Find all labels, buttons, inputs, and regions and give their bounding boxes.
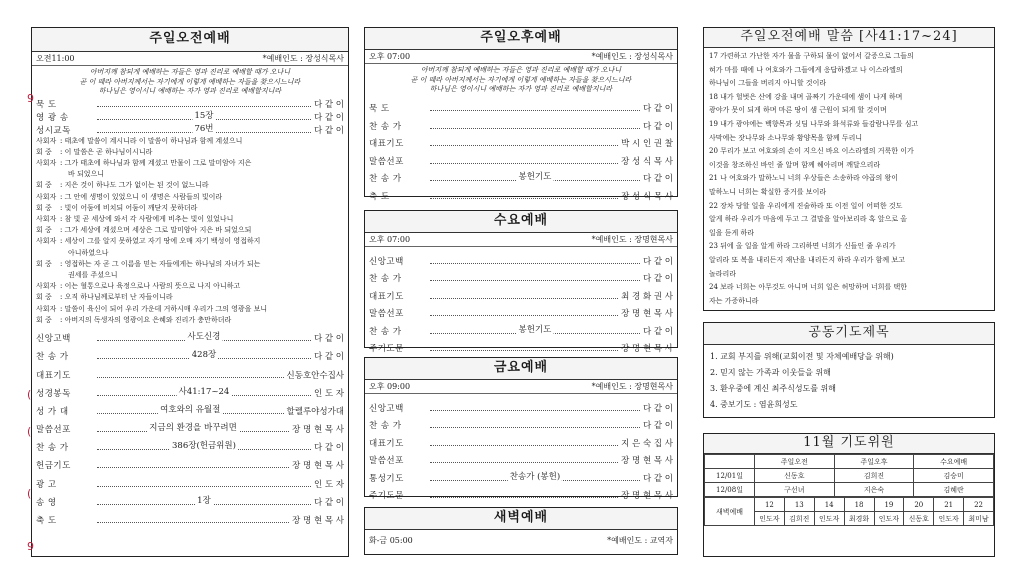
order-value: 다 같 이	[313, 125, 344, 136]
order-detail: 사41:17~24	[178, 386, 230, 397]
order-detail: 사도신경	[187, 332, 221, 343]
scripture-line: 20 무리가 보고 여호와의 손이 지으신 바요 이스라엘의 거룩한 이가	[709, 147, 914, 156]
am-order-item	[36, 508, 344, 526]
intro-line: 아버지께 참되게 예배하는 자들은 영과 진리로 예배할 때가 오나니	[89, 68, 291, 76]
order-value: 지 은 숙 집 사	[621, 438, 673, 449]
order-value: 다 같 이	[642, 274, 673, 284]
order-detail: 76번	[194, 123, 214, 134]
am-order-item	[36, 97, 344, 110]
dot-leader	[97, 495, 311, 506]
dawn-date-cell: 13	[784, 498, 814, 512]
dawn-leader: *예배인도 : 교역자	[607, 536, 673, 545]
order-label: 성경봉독	[36, 388, 71, 399]
wed-order-item	[369, 249, 673, 267]
scripture-line: 사막에는 잣나무와 소나무와 황양목을 함께 두리니	[709, 133, 863, 142]
dot-leader	[97, 377, 284, 378]
order-label: 말씀선포	[369, 456, 404, 466]
order-label: 찬 송 가	[369, 274, 402, 284]
dot-leader	[97, 522, 289, 523]
order-label: 축 도	[369, 191, 390, 202]
dawn-date-cell: 14	[814, 498, 844, 512]
responsive-text: : 지은 것이 하나도 그가 없이는 된 것이 없느니라	[60, 181, 209, 190]
committee-cell: 12/08일	[705, 483, 755, 497]
committee-cell: 지은숙	[834, 483, 914, 497]
order-value: 다 같 이	[642, 256, 673, 267]
order-label: 축 도	[36, 516, 57, 527]
fri-order-item	[369, 466, 673, 484]
dot-leader	[430, 110, 640, 111]
scripture-line: 19 내가 광야에는 백향목과 싯딤 나무와 화석류와 들감람나무를 심고	[709, 119, 919, 128]
order-label: 찬 송 가	[369, 421, 402, 431]
intro-line: 곧 이 때라 아버지께서는 자기에게 이렇게 예배하는 자들을 찾으시느니라	[79, 77, 301, 86]
dawn-name-cell: 김희진	[784, 512, 814, 526]
am-order-item	[36, 435, 344, 453]
am-order-item	[36, 362, 344, 380]
committee-cell: 김승미	[914, 469, 994, 483]
dot-leader	[97, 423, 289, 434]
dawn-date-cell: 18	[844, 498, 874, 512]
order-label: 광 고	[36, 479, 57, 490]
scripture-line: 24 보라 너희는 아무것도 아니며 너희 일은 허망하며 너희를 택한	[709, 283, 907, 292]
committee-header-cell: 주일오전	[755, 455, 835, 469]
order-value: 다 같 이	[313, 497, 344, 508]
dot-leader	[430, 128, 640, 129]
order-label: 대표기도	[36, 370, 71, 381]
responsive-text: : 이 말씀은 곧 하나님이시니라	[60, 147, 153, 156]
committee-header-cell	[705, 455, 755, 469]
scripture-line: 하나님이 그들을 버리지 아니할 것이라	[709, 79, 827, 88]
am-intro	[32, 66, 348, 97]
scripture-line: 21 나 여호와가 말하노니 너희 우상들은 소송하라 야곱의 왕이	[709, 174, 898, 183]
scripture-text	[704, 48, 994, 310]
order-label: 찬 송 가	[369, 174, 402, 184]
order-value: 다 같 이	[642, 403, 673, 414]
order-label: 통성기도	[369, 473, 404, 484]
wed-order-item	[369, 319, 673, 337]
responsive-line	[36, 169, 344, 180]
order-value: 다 같 이	[313, 112, 344, 123]
pm-order-item	[369, 149, 673, 167]
dot-leader	[97, 332, 311, 343]
dot-leader	[97, 441, 311, 452]
responsive-line	[36, 136, 344, 147]
pm-order-item	[369, 114, 673, 132]
order-value: 다 같 이	[642, 421, 673, 431]
wed-time: 오후 07:00	[369, 235, 411, 244]
am-responsive-reading	[32, 136, 348, 326]
order-label: 영 광 송	[36, 112, 69, 123]
order-detail: 428장	[191, 350, 217, 361]
dawn-name-cell: 최경화	[844, 512, 874, 526]
order-value: 장 명 현 목 사	[621, 491, 673, 501]
committee-header-cell: 수요예배	[914, 455, 994, 469]
responsive-line	[36, 292, 344, 303]
order-label: 신앙고백	[369, 403, 404, 414]
intro-line: 아버지께 참되게 예배하는 자들은 영과 진리로 예배할 때가 오나니	[420, 66, 622, 74]
order-value: 다 같 이	[313, 99, 344, 110]
responsive-line	[36, 203, 344, 214]
responsive-line	[36, 147, 344, 158]
fri-order-item	[369, 449, 673, 467]
dot-leader	[430, 410, 640, 411]
committee-title: 11월 기도위원	[704, 434, 994, 454]
responsive-text: : 참 빛 곧 세상에 와서 각 사람에게 비추는 빛이 있었나니	[60, 214, 234, 223]
fri-service-title: 금요예배	[365, 358, 677, 380]
fri-order-item	[369, 396, 673, 414]
responsive-speaker: 사회자	[36, 192, 57, 201]
dot-leader	[97, 106, 311, 107]
order-value: 장 명 현 목 사	[292, 425, 344, 436]
dot-leader	[430, 172, 640, 182]
responsive-text: : 영접하는 자 곧 그 이름을 믿는 자들에게는 하나님의 자녀가 되는	[60, 259, 261, 268]
responsive-line	[36, 281, 344, 292]
pm-order-item	[369, 184, 673, 202]
order-label: 송 영	[36, 497, 57, 508]
responsive-line	[36, 236, 344, 247]
scripture-line: 23 뒤에 올 일을 알게 하라 그리하면 너희가 신들인 줄 우리가	[709, 242, 896, 251]
fri-time: 오후 09:00	[369, 382, 411, 391]
committee-box	[703, 433, 995, 557]
wed-service-title: 수요예배	[365, 211, 677, 233]
dot-leader	[97, 350, 311, 361]
order-label: 성 가 대	[36, 406, 69, 417]
dawn-service-title: 새벽예배	[365, 508, 677, 530]
am-order-item	[36, 417, 344, 435]
prayer-item: 1. 교회 부지를 위해(교회이전 및 자체예배당을 위해)	[710, 352, 894, 361]
responsive-speaker: 회 중	[36, 315, 52, 324]
pm-order-item	[369, 97, 673, 115]
scripture-line: 놀라리라	[709, 269, 737, 278]
fri-service-header	[365, 380, 677, 394]
responsive-line	[36, 248, 344, 259]
responsive-speaker: 사회자	[36, 214, 57, 223]
responsive-speaker: 회 중	[36, 226, 52, 235]
order-label: 묵 도	[369, 104, 390, 114]
dawn-date-cell: 20	[904, 498, 934, 512]
order-value: 다 같 이	[642, 473, 673, 484]
am-order-item	[36, 471, 344, 489]
order-detail: 찬송가 (봉헌)	[509, 471, 561, 482]
order-value: 장 명 현 목 사	[292, 461, 344, 472]
order-detail: 지금의 환경을 바꾸려면	[149, 423, 237, 434]
responsive-speaker: 회 중	[36, 259, 52, 268]
order-detail: 봉헌기도	[518, 172, 552, 182]
dot-leader	[430, 315, 618, 316]
scripture-line: 혀가 마를 때에 나 여호와가 그들에게 응답하겠고 나 이스라엘의	[709, 65, 903, 74]
dawn-service-header	[365, 530, 677, 552]
order-label: 헌금기도	[36, 461, 71, 472]
order-detail: 봉헌기도	[518, 324, 552, 335]
scripture-line: 말하노니 너희는 확실한 증거를 보이라	[709, 187, 827, 196]
order-value: 다 같 이	[642, 174, 673, 184]
order-label: 신앙고백	[369, 256, 404, 267]
scripture-line: 알게 하라 우리가 마음에 두고 그 결말을 알아보리라 혹 앞으로 올	[709, 215, 908, 224]
order-label: 찬 송 가	[369, 326, 402, 337]
pm-service-title: 주일오후예배	[365, 28, 677, 50]
dawn-committee-table	[704, 497, 994, 526]
committee-table	[704, 454, 994, 497]
am-leader: *예배인도 : 장성식목사	[262, 54, 344, 63]
order-value: 다 같 이	[313, 443, 344, 454]
responsive-text: : 빛이 어둠에 비치되 어둠이 깨닫지 못하더라	[60, 203, 198, 212]
dot-leader	[97, 123, 311, 134]
order-value: 최 경 화 권 사	[621, 291, 673, 302]
responsive-line	[36, 158, 344, 169]
prayer-box	[703, 322, 995, 418]
responsive-text: : 그 안에 생명이 있었으니 이 생명은 사람들의 빛이라	[60, 192, 223, 201]
order-label: 찬 송 가	[369, 121, 402, 132]
pm-service-header	[365, 50, 677, 64]
wed-order-list	[365, 247, 677, 354]
dawn-date-cell: 12	[755, 498, 785, 512]
responsive-line	[36, 192, 344, 203]
dot-leader	[97, 404, 284, 415]
responsive-line	[36, 214, 344, 225]
responsive-speaker: 회 중	[36, 293, 52, 302]
responsive-text: : 이는 혈통으로나 육정으로나 사람의 뜻으로 나지 아니하고	[60, 282, 241, 291]
dot-leader	[430, 445, 618, 446]
dawn-name-cell: 인도자	[874, 512, 904, 526]
wed-order-item	[369, 267, 673, 285]
responsive-text: 바 되었으니	[68, 170, 105, 179]
dawn-time: 화-금 05:00	[369, 536, 413, 545]
committee-cell: 김희진	[834, 469, 914, 483]
intro-line: 곧 이 때라 아버지께서는 자기에게 이렇게 예배하는 자들을 찾으시느니라	[410, 75, 632, 84]
dot-leader	[430, 263, 640, 264]
fri-service-box	[364, 357, 678, 501]
order-detail: 1장	[197, 495, 211, 506]
order-value: 박 시 인 권 찰	[621, 139, 673, 149]
scripture-line: 17 가련하고 가난한 자가 물을 구하되 물이 없어서 갈증으로 그들의	[709, 52, 914, 60]
handwritten-mark-3: (	[27, 425, 32, 438]
scripture-line: 18 내가 헐벗은 산에 강을 내며 골짜기 가운데에 샘이 나게 하며	[709, 92, 903, 101]
order-value: 할렐루야성가대	[286, 406, 344, 417]
dawn-name-cell: 인도자	[814, 512, 844, 526]
responsive-line	[36, 315, 344, 326]
am-order-item	[36, 399, 344, 417]
order-value: 장 성 식 목 사	[621, 156, 673, 167]
wed-service-box	[364, 210, 678, 354]
dot-leader	[430, 198, 618, 199]
scripture-line: 22 장차 당할 일을 우리에게 진술하라 또 이전 일이 어떠한 것도	[709, 201, 903, 210]
dawn-date-cell: 21	[934, 498, 964, 512]
order-value: 다 같 이	[642, 121, 673, 132]
order-label: 성시교독	[36, 125, 71, 136]
am-order-item	[36, 123, 344, 136]
am-order-item	[36, 453, 344, 471]
prayer-item: 3. 환우중에 계신 최주식성도를 위해	[710, 384, 836, 393]
responsive-text: : 세상이 그를 알지 못하였고 자기 땅에 오매 자기 백성이 영접하지	[60, 237, 261, 246]
am-order-list-2	[32, 326, 348, 526]
prayer-item: 2. 믿지 않는 가족과 이웃들을 위해	[710, 368, 831, 377]
dawn-name-cell: 신동호	[904, 512, 934, 526]
scripture-title: 주일오전예배 말씀 [사41:17~24]	[704, 28, 994, 48]
responsive-text: : 그가 세상에 계셨으며 세상은 그로 말미암아 지은 바 되었으되	[60, 226, 252, 235]
intro-line: 하나님은 영이시니 예배하는 자가 영과 진리로 예배할지니라	[429, 85, 613, 93]
pm-order-item	[369, 167, 673, 185]
intro-line: 하나님은 영이시니 예배하는 자가 영과 진리로 예배할지니라	[98, 87, 282, 95]
dot-leader	[97, 386, 311, 397]
responsive-speaker: 회 중	[36, 147, 52, 156]
scripture-line: 알리라 또 복을 내리든지 재난을 내리든지 하라 우리가 함께 보고	[709, 255, 905, 264]
responsive-speaker: 사회자	[36, 237, 57, 246]
fri-order-item	[369, 414, 673, 432]
order-value: 다 같 이	[313, 334, 344, 345]
prayer-list	[704, 345, 994, 417]
dot-leader	[430, 497, 618, 498]
prayer-title: 공동기도제목	[704, 323, 994, 345]
dawn-name-cell: 최미남	[964, 512, 994, 526]
wed-service-header	[365, 233, 677, 247]
dot-leader	[430, 324, 640, 335]
scripture-box	[703, 27, 995, 311]
am-order-item	[36, 326, 344, 344]
responsive-line	[36, 304, 344, 315]
am-time: 오전11:00	[36, 54, 75, 63]
order-detail: 15장	[194, 110, 214, 121]
fri-leader: *예배인도 : 장명현목사	[591, 382, 673, 391]
dawn-name-cell: 인도자	[755, 512, 785, 526]
dot-leader	[430, 427, 640, 428]
scripture-line: 자는 가증하니라	[709, 296, 759, 305]
dot-leader	[97, 467, 289, 468]
dot-leader	[430, 298, 618, 299]
wed-order-item	[369, 337, 673, 355]
scripture-line: 이것을 창조하신 바인 줄 알며 함께 헤아리며 깨달으리라	[709, 160, 881, 169]
committee-cell: 구선녀	[755, 483, 835, 497]
dot-leader	[430, 145, 618, 146]
order-label: 말씀선포	[36, 425, 71, 436]
handwritten-mark-1: 9	[27, 92, 34, 105]
handwritten-mark-5: 9	[27, 540, 34, 553]
dawn-name-cell: 인도자	[934, 512, 964, 526]
am-order-list-1	[32, 97, 348, 136]
responsive-line	[36, 259, 344, 270]
committee-cell: 김혜란	[914, 483, 994, 497]
dot-leader	[430, 462, 618, 463]
handwritten-mark-4: (	[27, 487, 32, 500]
pm-order-item	[369, 132, 673, 150]
order-label: 말씀선포	[369, 156, 404, 167]
responsive-text: : 오직 하나님께로부터 난 자들이니라	[60, 293, 173, 302]
responsive-line	[36, 225, 344, 236]
order-label: 말씀선포	[369, 309, 404, 319]
order-value: 장 명 현 목 사	[621, 456, 673, 466]
responsive-text: : 말씀이 육신이 되어 우리 가운데 거하시매 우리가 그의 영광을 보니	[60, 304, 268, 313]
order-label: 신앙고백	[36, 334, 71, 345]
responsive-speaker: 사회자	[36, 282, 57, 291]
responsive-text: 아니하였으나	[68, 248, 109, 257]
dawn-date-cell: 22	[964, 498, 994, 512]
fri-order-item	[369, 431, 673, 449]
am-order-item	[36, 344, 344, 362]
responsive-text: : 아버지의 독생자의 영광이요 은혜와 진리가 충만하더라	[60, 315, 232, 324]
scripture-line: 일을 듣게 하라	[709, 228, 755, 237]
pm-service-box	[364, 27, 678, 202]
order-label: 묵 도	[36, 99, 57, 110]
wed-order-item	[369, 284, 673, 302]
committee-header-cell: 주일오후	[834, 455, 914, 469]
am-service-title: 주일오전예배	[32, 28, 348, 52]
responsive-text: : 태초에 말씀이 계시니라 이 말씀이 하나님과 함께 계셨으니	[60, 136, 243, 145]
responsive-text: : 그가 태초에 하나님과 함께 계셨고 만물이 그로 말미암아 지은	[60, 158, 252, 167]
dawn-date-cell: 19	[874, 498, 904, 512]
order-value: 장 성 식 목 사	[621, 191, 673, 202]
wed-leader: *예배인도 : 장명현목사	[591, 235, 673, 244]
responsive-speaker: 사회자	[36, 158, 57, 167]
committee-cell: 신동호	[755, 469, 835, 483]
handwritten-mark-2: (	[27, 388, 32, 401]
order-value: 다 같 이	[642, 104, 673, 114]
responsive-text: 권세를 주셨으니	[68, 270, 118, 279]
order-value: 다 같 이	[642, 326, 673, 337]
pm-intro	[365, 64, 677, 95]
order-label: 대표기도	[369, 291, 404, 302]
dawn-service-box	[364, 507, 678, 555]
dot-leader	[430, 471, 640, 482]
responsive-line	[36, 180, 344, 191]
order-value: 인 도 자	[313, 479, 344, 490]
order-label: 대표기도	[369, 438, 404, 449]
dot-leader	[430, 350, 618, 351]
am-order-item	[36, 381, 344, 399]
scripture-line: 광야가 못이 되게 하며 마른 땅이 샘 근원이 되게 할 것이며	[709, 106, 887, 115]
order-label: 찬 송 가	[36, 443, 69, 454]
order-label: 대표기도	[369, 139, 404, 149]
dot-leader	[97, 486, 311, 487]
dawn-committee-label: 새벽예배	[705, 498, 755, 526]
order-value: 장 명 현 목 사	[621, 309, 673, 319]
am-service-box	[31, 27, 349, 557]
responsive-speaker: 회 중	[36, 181, 52, 190]
dot-leader	[430, 280, 640, 281]
responsive-speaker: 사회자	[36, 304, 57, 313]
fri-order-list	[365, 394, 677, 501]
responsive-speaker: 사회자	[36, 136, 57, 145]
order-value: 다 같 이	[313, 352, 344, 363]
am-service-header	[32, 52, 348, 66]
order-value: 인 도 자	[313, 388, 344, 399]
order-label: 주기도문	[369, 344, 404, 354]
order-label: 찬 송 가	[36, 352, 69, 363]
pm-leader: *예배인도 : 장성식목사	[591, 52, 673, 61]
prayer-item: 4. 중보기도 : 염윤희성도	[710, 400, 798, 409]
dot-leader	[430, 163, 618, 164]
committee-cell: 12/01일	[705, 469, 755, 483]
dot-leader	[97, 110, 311, 121]
pm-time: 오후 07:00	[369, 52, 411, 61]
order-value: 장 명 현 목 사	[292, 516, 344, 527]
wed-order-item	[369, 302, 673, 320]
order-value: 장 명 현 목 사	[621, 344, 673, 354]
responsive-speaker: 회 중	[36, 203, 52, 212]
order-value: 신동호안수집사	[286, 370, 344, 381]
am-order-item	[36, 110, 344, 123]
order-detail: 386장(헌금위원)	[172, 441, 236, 452]
responsive-line	[36, 270, 344, 281]
fri-order-item	[369, 484, 673, 502]
pm-order-list	[365, 95, 677, 202]
order-label: 주기도문	[369, 491, 404, 501]
order-detail: 여호와의 유월절	[160, 404, 221, 415]
am-order-item	[36, 490, 344, 508]
